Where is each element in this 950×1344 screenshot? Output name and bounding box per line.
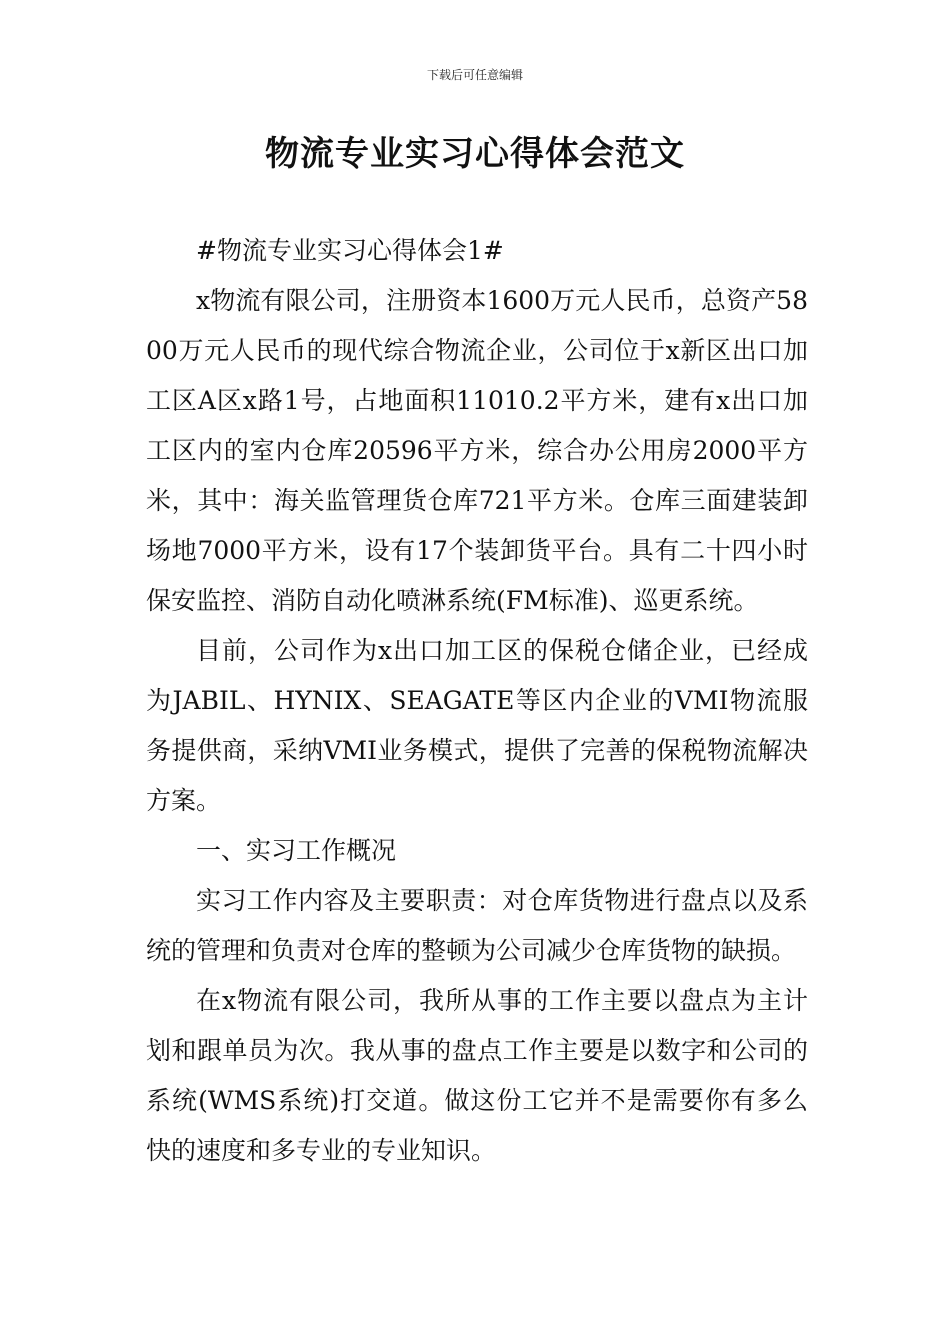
document-title: 物流专业实习心得体会范文 [265, 134, 685, 174]
paragraph-company-intro: x物流有限公司，注册资本1600万元人民币，总资产5800万元人民币的现代综合物流企业，公司位于x新区出口加工区A区x路1号，占地面积11010.2平方米，建有x出口加工区内的室内仓库20596平方米，综合办公用房2000平方米，其中：海关监管理货仓库721平方米。仓库三面建装卸场地7000平方米，设有17个装卸货平台。具有二十四小时保安监控、消防自动化喷淋系统(FM标准)、巡更系统。 [146, 286, 808, 615]
paragraph-work-description: 在x物流有限公司，我所从事的工作主要以盘点为主计划和跟单员为次。我从事的盘点工作主要是以数字和公司的系统(WMS系统)打交道。做这份工它并不是需要你有多么快的速度和多专业的专业知识。 [146, 986, 808, 1165]
paragraph-duties: 实习工作内容及主要职责：对仓库货物进行盘点以及系统的管理和负责对仓库的整顿为公司减少仓库货物的缺损。 [146, 886, 808, 965]
document-body [146, 226, 808, 1176]
header-note: 下载后可任意编辑 [426, 68, 523, 82]
paragraph-company-status: 目前，公司作为x出口加工区的保税仓储企业，已经成为JABIL、HYNIX、SEAGATE等区内企业的VMI物流服务提供商，采纳VMI业务模式，提供了完善的保税物流解决方案。 [146, 636, 808, 815]
section-heading-overview: 一、实习工作概况 [196, 836, 397, 865]
section-heading-1: #物流专业实习心得体会1# [196, 236, 504, 265]
